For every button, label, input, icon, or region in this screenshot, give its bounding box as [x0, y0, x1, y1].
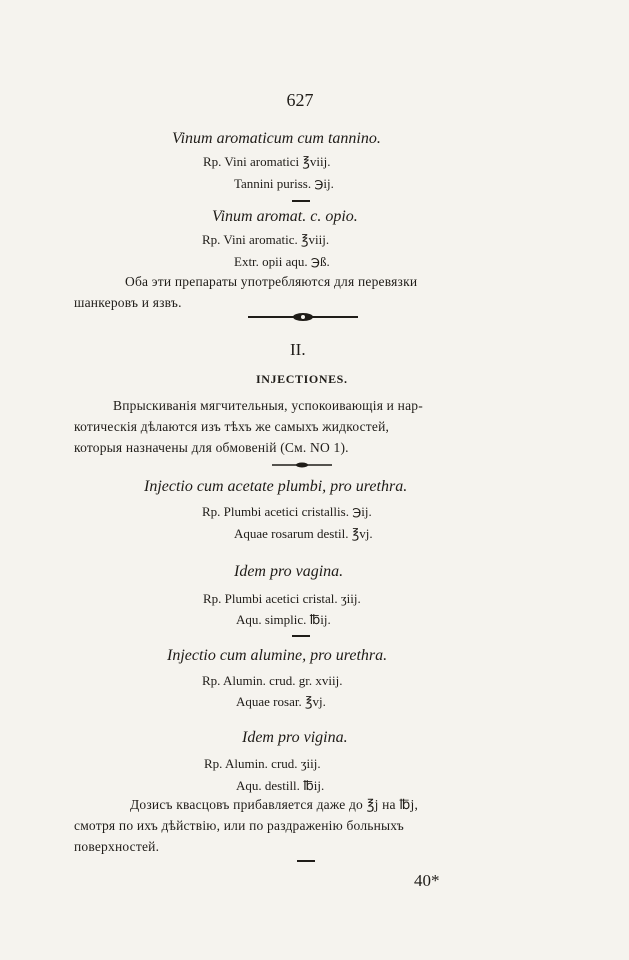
recipe-line: Rp. Plumbi acetici cristallis. ℈ij. — [202, 504, 372, 519]
section-heading: INJECTIONES. — [256, 372, 348, 386]
recipe-title-inj-plumbi: Injectio cum acetate plumbi, pro urethra. — [144, 478, 408, 495]
short-rule — [292, 635, 310, 637]
recipe-line: Aquae rosarum destil. ℥vj. — [234, 526, 373, 541]
recipe-line: Rp. Alumin. crud. ʒiij. — [204, 756, 321, 771]
page-number: 627 — [286, 90, 314, 110]
small-ornament — [272, 462, 332, 468]
short-rule — [292, 200, 310, 202]
recipe-line: Rp. Plumbi acetici cristal. ʒiij. — [203, 591, 361, 606]
paragraph-line: Оба эти препараты употребляются для перевязки — [125, 274, 418, 289]
recipe-line: Rp. Vini aromatici ℥viij. — [203, 154, 331, 169]
paragraph-line: Дозисъ квасцовъ прибавляется даже до ℥j на ℔j, — [130, 797, 419, 812]
recipe-title-idem-vagina: Idem pro vagina. — [234, 563, 344, 580]
paragraph-line: поверхностей. — [74, 839, 160, 854]
recipe-line: Extr. opii aqu. ℈ß. — [234, 254, 330, 269]
recipe-line: Rp. Alumin. crud. gr. xviij. — [202, 673, 343, 688]
recipe-title-inj-alumine: Injectio cum alumine, pro urethra. — [167, 647, 388, 664]
ornament-divider — [248, 312, 358, 322]
recipe-line: Aquae rosar. ℥vj. — [236, 694, 326, 709]
recipe-title-idem-vigina: Idem pro vigina. — [242, 729, 348, 746]
section-number: II. — [290, 340, 306, 359]
paragraph-line: которыя назначены для обмовеній (См. NO 1). — [74, 440, 349, 455]
recipe-line: Tannini puriss. ℈ij. — [234, 176, 334, 191]
signature-mark: 40* — [414, 871, 440, 890]
recipe-line: Aqu. destill. ℔ij. — [236, 778, 325, 793]
paragraph-line: шанкеровъ и язвъ. — [74, 295, 182, 310]
recipe-line: Aqu. simplic. ℔ij. — [236, 612, 331, 627]
paragraph-line: котическія дѣлаются изъ тѣхъ же самыхъ жидкостей, — [74, 419, 390, 434]
paragraph-line: Впрыскиванія мягчительныя, успокоивающія и нар- — [113, 398, 423, 413]
recipe-title-vinum-opio: Vinum aromat. c. opio. — [212, 208, 358, 225]
recipe-title-vinum-tannin: Vinum aromaticum cum tannino. — [172, 130, 381, 147]
paragraph-line: смотря по ихъ дѣйствію, или по раздраженію больныхъ — [74, 818, 404, 833]
recipe-line: Rp. Vini aromatic. ℥viij. — [202, 232, 330, 247]
short-rule — [297, 860, 315, 862]
